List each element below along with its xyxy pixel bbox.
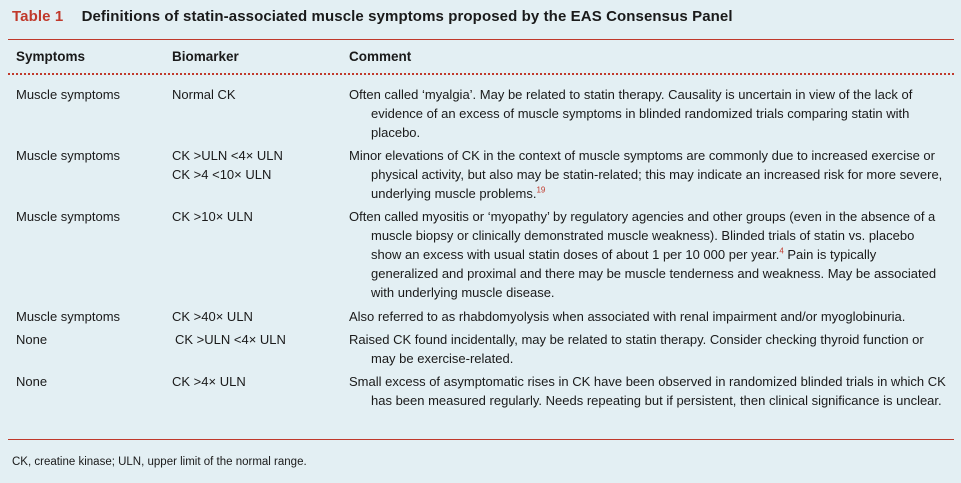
reference-number[interactable]: 4 bbox=[779, 246, 784, 256]
cell-comment bbox=[349, 146, 946, 203]
table-title: Definitions of statin-associated muscle symptoms proposed by the EAS Consensus Panel bbox=[81, 8, 733, 25]
biomarker-value: CK >40× ULN bbox=[172, 309, 253, 324]
cell-biomarker bbox=[172, 372, 342, 391]
cell-symptoms: Muscle symptoms bbox=[16, 148, 121, 163]
cell-biomarker bbox=[175, 330, 345, 349]
cell-symptoms: None bbox=[16, 374, 48, 389]
cell-comment bbox=[349, 330, 946, 368]
cell-symptoms: None bbox=[16, 332, 48, 347]
header-biomarker: Biomarker bbox=[172, 49, 239, 64]
biomarker-value: CK >ULN <4× ULN bbox=[172, 148, 283, 163]
cell-biomarker bbox=[172, 307, 342, 326]
cell-biomarker bbox=[172, 207, 342, 226]
cell-biomarker bbox=[172, 146, 342, 184]
table-footnote: CK, creatine kinase; ULN, upper limit of the normal range. bbox=[12, 456, 307, 468]
top-rule bbox=[8, 39, 954, 40]
biomarker-value: Normal CK bbox=[172, 87, 236, 102]
comment-text: Minor elevations of CK in the context of muscle symptoms are commonly due to increased exercise or physical activity, but also may be statin-related; this may indicate an increased risk for more severe, underlying muscle problems. bbox=[349, 148, 943, 201]
cell-comment bbox=[349, 372, 946, 410]
comment-text: Pain is typically generalized and proximal and there may be muscle tenderness and weakness. May be associated with underlying muscle disease. bbox=[371, 247, 937, 300]
comment-text: Small excess of asymptomatic rises in CK have been observed in randomized blinded trials in which CK has been measured regularly. Needs repeating but if persistent, then clinical significance is unclear. bbox=[349, 374, 946, 408]
biomarker-value: CK >10× ULN bbox=[172, 209, 253, 224]
comment-text: Raised CK found incidentally, may be related to statin therapy. Consider checking thyroid function or may be exercise-related. bbox=[349, 332, 924, 366]
cell-comment bbox=[349, 207, 946, 302]
biomarker-value: CK >ULN <4× ULN bbox=[175, 332, 286, 347]
table-caption bbox=[12, 8, 733, 25]
comment-text: Often called myositis or ‘myopathy’ by regulatory agencies and other groups (even in the absence of a muscle biopsy or clinically demonstrated muscle weakness). Blinded trials of statin vs. placebo show an excess with usual statin doses of about 1 per 10 000 per year. bbox=[349, 209, 936, 262]
header-divider bbox=[8, 73, 954, 75]
biomarker-value: CK >4× ULN bbox=[172, 374, 246, 389]
reference-number[interactable]: 19 bbox=[536, 185, 546, 195]
cell-comment bbox=[349, 307, 946, 326]
comment-text: Also referred to as rhabdomyolysis when associated with renal impairment and/or myoglobinuria. bbox=[349, 309, 906, 324]
cell-symptoms: Muscle symptoms bbox=[16, 309, 121, 324]
header-symptoms: Symptoms bbox=[16, 49, 86, 64]
bottom-rule bbox=[8, 439, 954, 440]
comment-text: Often called ‘myalgia’. May be related to statin therapy. Causality is uncertain in view of the lack of evidence of an excess of muscle symptoms in blinded randomized trials comparing statin with placebo. bbox=[349, 87, 913, 140]
header-comment: Comment bbox=[349, 49, 412, 64]
cell-biomarker bbox=[172, 85, 342, 104]
cell-symptoms: Muscle symptoms bbox=[16, 209, 121, 224]
cell-comment bbox=[349, 85, 946, 142]
biomarker-value: CK >4 <10× ULN bbox=[172, 167, 272, 182]
cell-symptoms: Muscle symptoms bbox=[16, 87, 121, 102]
table-label: Table 1 bbox=[12, 8, 64, 25]
